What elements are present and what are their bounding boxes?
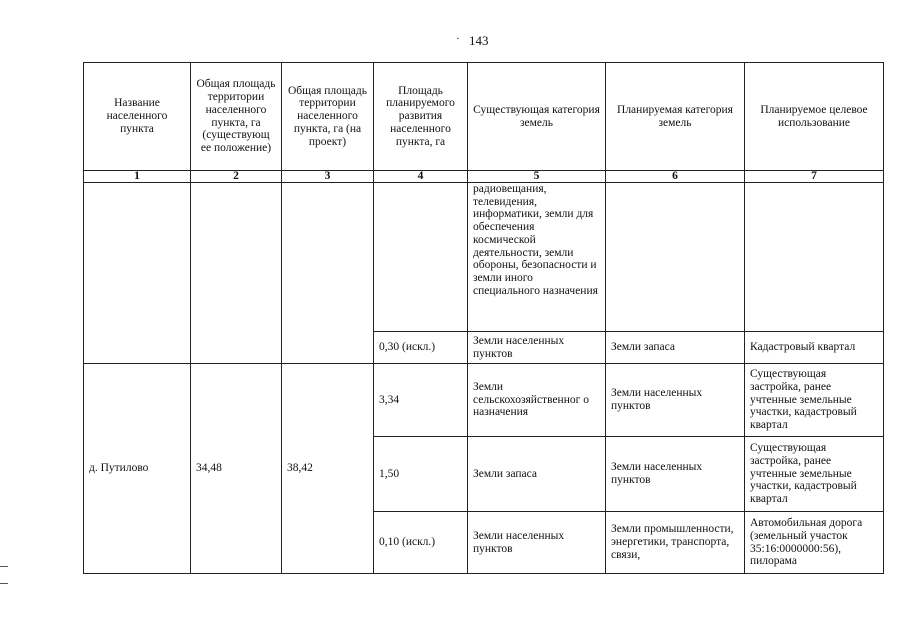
header-planned-category: Планируемая категория земель: [606, 63, 745, 171]
table-cell-empty: [191, 183, 282, 364]
table-cell-empty: [374, 183, 468, 332]
existing-category-cell: Земли населенных пунктов: [468, 332, 606, 364]
column-number-row: [84, 171, 884, 183]
table-row: [84, 183, 884, 332]
header-planned-area: Площадь планируемого развития населенного пункта, га: [374, 63, 468, 171]
planned-area-cell: 3,34: [374, 364, 468, 437]
planned-use-cell: Существующая застройка, ранее учтенные земельные участки, кадастровый квартал: [745, 364, 884, 437]
column-number: 3: [282, 171, 374, 183]
existing-category-cell: Земли населенных пунктов: [468, 512, 606, 574]
header-row: [84, 63, 884, 171]
table-row: [84, 364, 884, 437]
header-planned-use: Планируемое целевое использование: [745, 63, 884, 171]
table-cell-empty: [745, 183, 884, 332]
margin-mark: [0, 566, 8, 567]
table-cell-empty: [282, 183, 374, 364]
planned-category-cell: Земли запаса: [606, 332, 745, 364]
land-category-table: [83, 62, 884, 574]
column-number: 4: [374, 171, 468, 183]
page-dot: ·: [456, 33, 460, 45]
planned-area-cell: 0,10 (искл.): [374, 512, 468, 574]
header-settlement-name: Название населенного пункта: [84, 63, 191, 171]
existing-category-cell: Земли сельскохозяйственног о назначения: [468, 364, 606, 437]
planned-use-cell: Существующая застройка, ранее учтенные земельные участки, кадастровый квартал: [745, 437, 884, 512]
settlement-name-cell: д. Путилово: [84, 364, 191, 574]
column-number: 6: [606, 171, 745, 183]
header-area-existing: Общая площадь территории населенного пункта, га (существующ ее положение): [191, 63, 282, 171]
planned-area-cell: 1,50: [374, 437, 468, 512]
planned-use-cell: Автомобильная дорога (земельный участок 35:16:0000000:56), пилорама: [745, 512, 884, 574]
area-existing-cell: 34,48: [191, 364, 282, 574]
page-number-value: 143: [469, 33, 489, 48]
existing-category-cell: радиовещания, телевидения, информатики, земли для обеспечения космической деятельности, земли обороны, безопасности и земли иного специального назначения: [468, 183, 606, 332]
header-existing-category: Существующая категория земель: [468, 63, 606, 171]
planned-category-cell: Земли населенных пунктов: [606, 437, 745, 512]
planned-category-cell: Земли промышленности, энергетики, транспорта, связи,: [606, 512, 745, 574]
planned-area-cell: 0,30 (искл.): [374, 332, 468, 364]
column-number: 2: [191, 171, 282, 183]
table-cell-empty: [606, 183, 745, 332]
area-project-cell: 38,42: [282, 364, 374, 574]
table-cell-empty: [84, 183, 191, 364]
column-number: 7: [745, 171, 884, 183]
column-number: 1: [84, 171, 191, 183]
margin-mark: [0, 583, 8, 584]
column-number: 5: [468, 171, 606, 183]
header-area-project: Общая площадь территории населенного пункта, га (на проект): [282, 63, 374, 171]
existing-category-cell: Земли запаса: [468, 437, 606, 512]
planned-category-cell: Земли населенных пунктов: [606, 364, 745, 437]
planned-use-cell: Кадастровый квартал: [745, 332, 884, 364]
